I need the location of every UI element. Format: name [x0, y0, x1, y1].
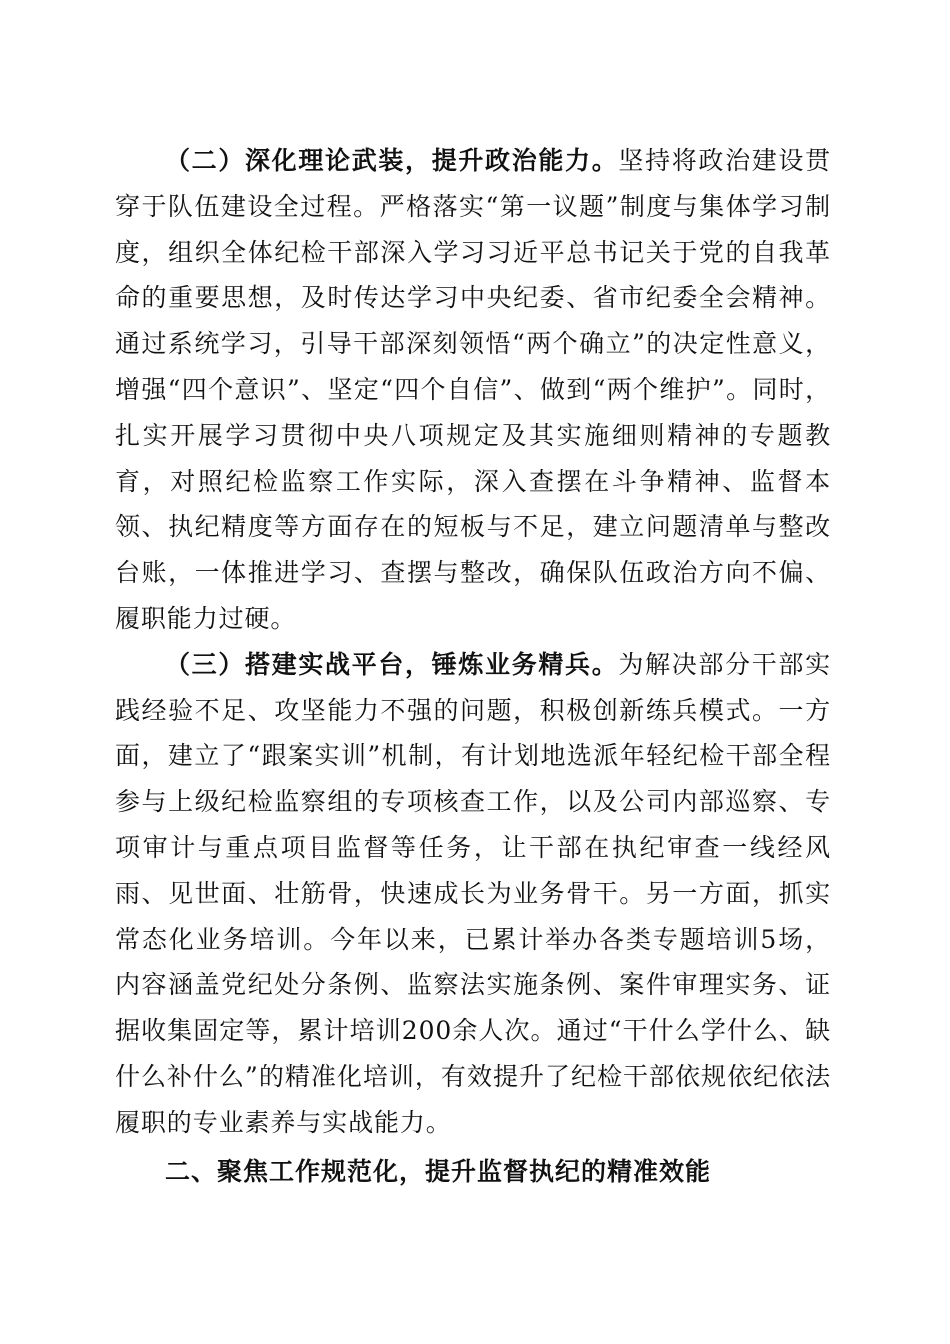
paragraph-theory-armament	[115, 138, 831, 642]
document-body	[115, 138, 831, 1198]
paragraph-lead: （二）深化理论武装，提升政治能力。	[165, 146, 619, 175]
paragraph-practical-training	[115, 642, 831, 1146]
section-heading: 二、聚焦工作规范化，提升监督执纪的精准效能	[165, 1156, 712, 1186]
paragraph-body: 为解决部分干部实践经验不足、攻坚能力不强的问题，积极创新练兵模式。一方面，建立了“跟案实训”机制，有计划地选派年轻纪检干部全程参与上级纪检监察组的专项核查工作，以及公司内部巡察、专项审计与重点项目监督等任务，让干部在执纪审查一线经风雨、见世面、壮筋骨，快速成长为业务骨干。另一方面，抓实常态化业务培训。今年以来，已累计举办各类专题培训5场，内容涵盖党纪处分条例、监察法实施条例、案件审理实务、证据收集固定等，累计培训200余人次。通过“干什么学什么、缺什么补什么”的精准化培训，有效提升了纪检干部依规依纪依法履职的专业素养与实战能力。	[115, 649, 831, 1137]
paragraph-body: 坚持将政治建设贯穿于队伍建设全过程。严格落实“第一议题”制度与集体学习制度，组织全体纪检干部深入学习习近平总书记关于党的自我革命的重要思想，及时传达学习中央纪委、省市纪委全会精神。通过系统学习，引导干部深刻领悟“两个确立”的决定性意义，增强“四个意识”、坚定“四个自信”、做到“两个维护”。同时，扎实开展学习贯彻中央八项规定及其实施细则精神的专题教育，对照纪检监察工作实际，深入查摆在斗争精神、监督本领、执纪精度等方面存在的短板与不足，建立问题清单与整改台账，一体推进学习、查摆与整改，确保队伍政治方向不偏、履职能力过硬。	[115, 146, 831, 633]
paragraph-lead: （三）搭建实战平台，锤炼业务精兵。	[165, 649, 619, 679]
